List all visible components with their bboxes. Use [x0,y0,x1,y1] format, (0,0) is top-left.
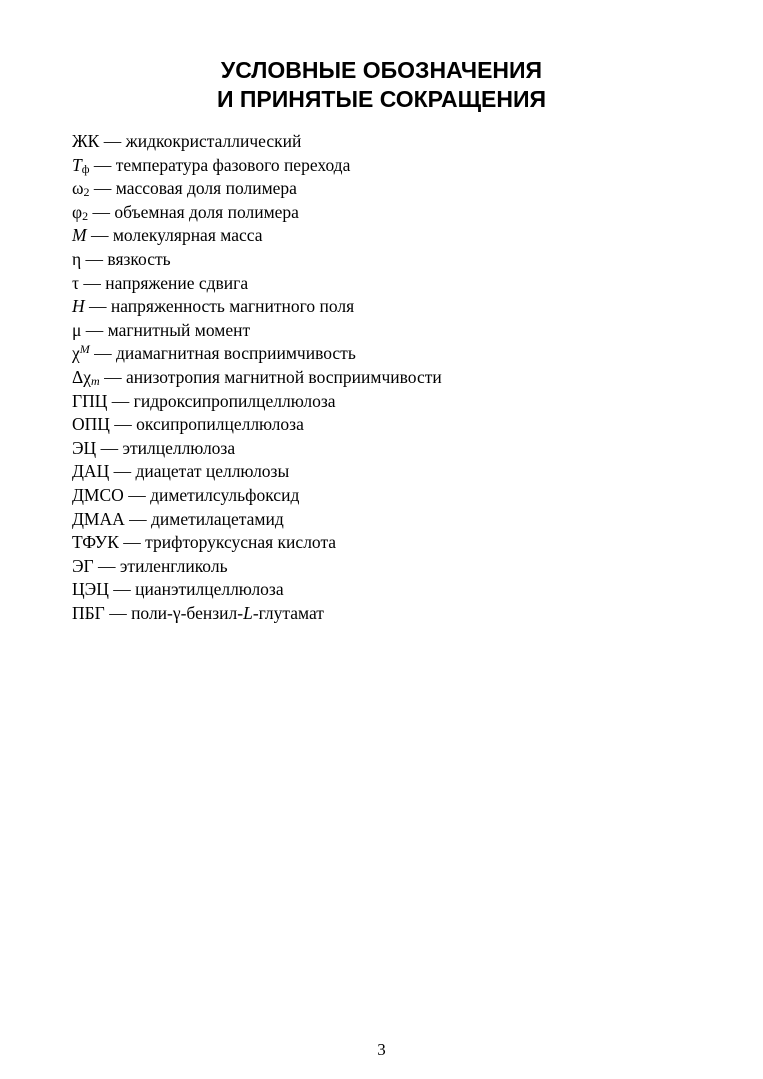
abbreviation-symbol: τ [72,272,80,293]
abbreviation-definition: трифторуксусная кислота [145,532,337,553]
abbreviation-item: ЖК — жидкокристаллический [72,131,302,151]
abbreviation-symbol: η [72,248,82,269]
abbreviation-definition: диамагнитная восприимчивость [116,343,356,364]
page-title [0,56,763,114]
abbreviation-item: $\chi^M$ — диамагнитная восприимчивость [72,342,356,364]
abbreviation-symbol: μ [72,319,82,340]
abbreviation-symbol: ГПЦ [72,390,108,411]
abbreviation-definition: напряженность магнитного поля [110,296,355,317]
abbreviation-symbol: Δχ [72,366,92,387]
abbreviation-item: η — вязкость [72,248,171,269]
abbreviation-subscript: 2 [82,208,89,223]
abbreviation-item: ДМСО — диметилсульфоксид [72,484,300,505]
abbreviation-symbol: φ [72,201,83,222]
page-title-line-1: УСЛОВНЫЕ ОБОЗНАЧЕНИЯ [220,57,543,83]
abbreviation-definition: вязкость [107,248,171,269]
abbreviation-item: ЭГ — этиленгликоль [72,555,228,576]
abbreviation-list [72,130,442,625]
abbreviation-item: ДМАА — диметилацетамид [72,508,284,529]
abbreviation-definition: гидроксипропилцеллюлоза [133,390,336,411]
abbreviation-item: τ — напряжение сдвига [72,272,249,293]
abbreviation-definition: магнитный момент [107,319,251,340]
abbreviation-symbol: ДАЦ [72,461,110,482]
abbreviation-definition: диметилсульфоксид [150,484,300,505]
abbreviation-item: ДАЦ — диацетат целлюлозы [72,461,290,482]
abbreviation-definition: объемная доля полимера [114,201,299,222]
abbreviation-item: $T_ф$ — температура фазового перехода [72,154,351,176]
abbreviation-item: ЦЭЦ — цианэтилцеллюлоза [72,579,284,600]
abbreviation-item: μ — магнитный момент [72,319,251,340]
abbreviation-symbol: H [72,296,85,317]
abbreviation-symbol: ω [72,178,84,199]
abbreviation-item: $\omega_2$ — массовая доля полимера [72,178,297,200]
abbreviation-item: ТФУК — трифторуксусная кислота [72,532,337,553]
abbreviation-definition: анизотропия магнитной восприимчивости [125,366,442,387]
abbreviation-item: ЭЦ — этилцеллюлоза [72,437,236,458]
abbreviation-subscript: 2 [83,185,90,200]
abbreviation-definition: массовая доля полимера [115,178,297,199]
abbreviation-definition: диметилацетамид [151,508,284,529]
abbreviation-symbol: ОПЦ [72,414,110,435]
abbreviation-symbol: ЭЦ [72,437,97,458]
abbreviation-symbol: ТФУК [72,532,119,553]
abbreviation-subscript: ф [81,161,90,176]
abbreviation-definition: молекулярная масса [112,225,263,246]
abbreviation-definition: напряжение сдвига [105,272,249,293]
abbreviation-item: $\varphi_2$ — объемная доля полимера [72,201,299,223]
abbreviation-definition: жидкокристаллический [125,131,302,151]
abbreviation-definition: температура фазового перехода [115,154,351,175]
abbreviation-item: $\Delta\chi_m$ — анизотропия магнитной восприимчивости [72,366,442,388]
abbreviation-symbol: ЦЭЦ [72,579,109,600]
abbreviation-symbol: ДМАА [72,508,125,529]
abbreviation-item: H — напряженность магнитного поля [72,296,355,317]
abbreviation-item: ПБГ — поли-γ-бензил-L-глутамат [72,602,324,623]
abbreviation-symbol: ЭГ [72,555,94,576]
abbreviation-symbol: M [72,225,87,246]
abbreviation-definition: диацетат целлюлозы [135,461,290,482]
page-title-line-2: И ПРИНЯТЫЕ СОКРАЩЕНИЯ [216,86,547,112]
abbreviation-item: ГПЦ — гидроксипропилцеллюлоза [72,390,336,411]
abbreviation-symbol: ДМСО [72,484,124,505]
abbreviation-item: M — молекулярная масса [72,225,263,246]
abbreviation-definition: оксипропилцеллюлоза [136,414,304,435]
abbreviation-definition: поли-γ-бензил-L-глутамат [131,602,324,623]
abbreviation-definition: этиленгликоль [119,555,228,576]
abbreviation-subscript: m [91,373,100,388]
abbreviation-definition: этилцеллюлоза [122,437,236,458]
abbreviation-symbol: T [72,154,82,175]
abbreviation-definition: цианэтилцеллюлоза [135,579,284,600]
abbreviation-symbol: ПБГ [72,602,105,623]
abbreviation-symbol: ЖК [72,131,100,151]
page-number: 3 [377,1040,386,1059]
abbreviation-superscript: M [79,342,90,357]
abbreviation-symbol: χ [72,343,80,364]
abbreviation-item: ОПЦ — оксипропилцеллюлоза [72,414,304,435]
